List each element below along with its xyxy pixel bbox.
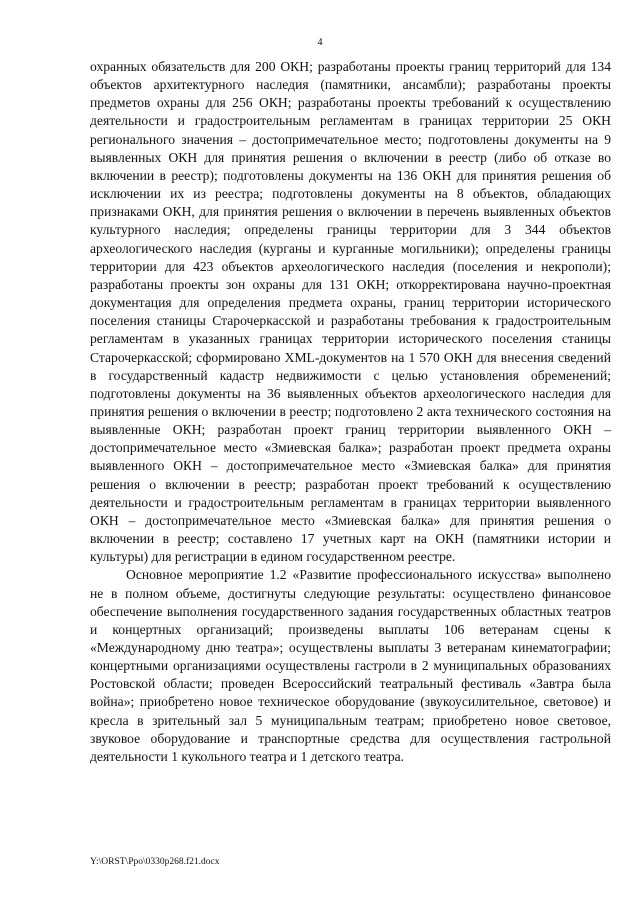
document-body [90, 58, 611, 766]
paragraph-main-activity-1-2: Основное мероприятие 1.2 «Развитие профессионального искусства» выполнено не в полном объеме, достигнуты следующие результаты: осуществлено финансовое обеспечение выполнения государственного задания государственных областных театров и концертных организаций; произведены выплаты 106 ветеранам сцены к «Международному дню театра»; осуществлены выплаты 3 ветеранам кинематографии; концертными организациями осуществлены гастроли в 2 муниципальных образованиях Ростовской области; проведен Всероссийский театральный фестиваль «Завтра была война»; приобретено новое техническое оборудование (звукоусилительное, световое) и кресла в зрительный зал 5 муниципальным театрам; приобретено новое световое, звуковое оборудование и транспортные средства для осуществления гастрольной деятельности 1 кукольного театра и 1 детского театра. [90, 567, 611, 764]
page-number: 4 [317, 37, 323, 48]
footer-file-path: Y:\ORST\Ppo\0330p268.f21.docx [90, 857, 220, 867]
paragraph-continuation: охранных обязательств для 200 ОКН; разработаны проекты границ территорий для 134 объектов архитектурного наследия (памятники, ансамбли); разработаны проекты предметов охраны для 256 ОКН; разработаны проекты требований к осуществлению деятельности и градостроительным регламентам в границах территории 25 ОКН регионального значения – достопримечательное место; подготовлены документы на 9 выявленных ОКН для принятия решения о включении в реестр (либо об отказе во включении в реестр); подготовлены документы на 136 ОКН для принятия решения об исключении их из реестра; подготовлены документы на 8 объектов, обладающих признаками ОКН, для принятия решения о включении в перечень выявленных объектов культурного наследия; определены границы территории для 3 344 объектов археологического наследия (курганы и курганные могильники); определены границы территории для 423 объектов археологического наследия (поселения и некрополи); разработаны проекты зон охраны для 131 ОКН; откорректирована научно-проектная документация для определения предмета охраны, границ территории исторического поселения станицы Старочеркасской и разработаны требования к градостроительным регламентам в указанных границах территории исторического поселения станицы Старочеркасской; сформировано XML-документов на 1 570 ОКН для внесения сведений в государственный кадастр недвижимости с целью установления обременений; подготовлены документы на 36 выявленных объектов археологического наследия для принятия решения о включении в реестр; подготовлено 2 акта технического состояния на выявленные ОКН; разработан проект границ территории выявленного ОКН – достопримечательное место «Змиевская балка»; разработан проект предмета охраны выявленного ОКН – достопримечательное место «Змиевская балка» для принятия решения о включении в реестр; разработан проект требований к осуществлению деятельности и градостроительным регламентам в границах территории выявленного ОКН – достопримечательное место «Змиевская балка» для принятия решения о включении в реестр; составлено 17 учетных карт на ОКН (памятники истории и культуры) для регистрации в едином государственном реестре. [90, 59, 611, 565]
